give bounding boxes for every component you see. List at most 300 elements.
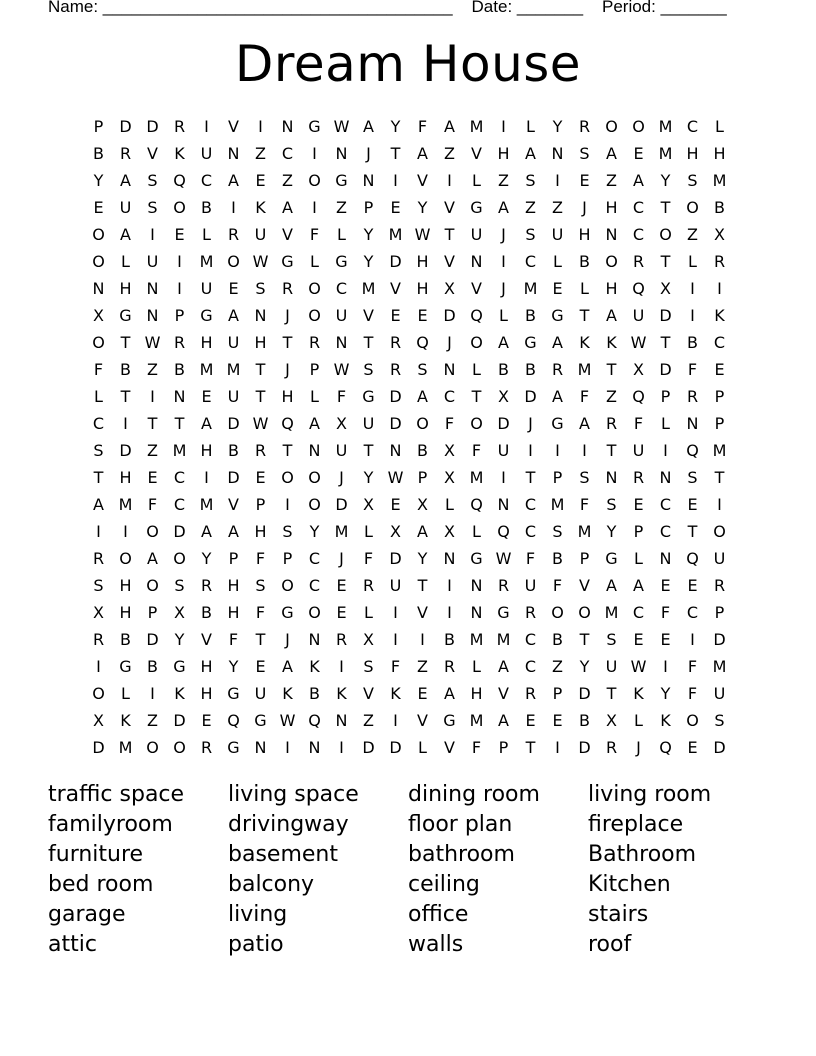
grid-letter: H <box>416 279 429 298</box>
grid-letter: D <box>92 738 105 757</box>
grid-letter: I <box>555 738 560 757</box>
grid-letter: R <box>119 144 132 163</box>
grid-letter: T <box>255 360 266 379</box>
grid-letter: A <box>201 414 212 433</box>
grid-letter: Y <box>417 198 428 217</box>
grid-letter: M <box>550 495 565 514</box>
grid-letter: H <box>686 144 699 163</box>
grid-letter: O <box>308 306 321 325</box>
grid-letter: H <box>227 603 240 622</box>
grid-letter: C <box>443 387 456 406</box>
word-bank-item: traffic space <box>48 782 185 807</box>
grid-letter: F <box>471 738 482 757</box>
grid-letter: E <box>174 225 185 244</box>
grid-letter: C <box>524 657 537 676</box>
grid-letter: O <box>605 252 618 271</box>
grid-letter: B <box>687 333 698 352</box>
grid-letter: R <box>389 333 402 352</box>
grid-letter: X <box>633 360 644 379</box>
grid-letter: V <box>498 684 509 703</box>
grid-letter: H <box>200 441 213 460</box>
grid-letter: E <box>660 576 671 595</box>
grid-row <box>85 437 733 464</box>
grid-letter: Z <box>147 441 158 460</box>
grid-letter: R <box>173 333 186 352</box>
grid-letter: N <box>362 171 375 190</box>
grid-letter: K <box>714 306 725 325</box>
grid-letter: Z <box>444 144 455 163</box>
grid-letter: N <box>308 441 321 460</box>
grid-letter: V <box>228 495 239 514</box>
grid-row <box>85 734 733 761</box>
grid-letter: A <box>120 225 131 244</box>
grid-letter: O <box>308 603 321 622</box>
grid-letter: C <box>200 171 213 190</box>
grid-letter: I <box>285 738 290 757</box>
grid-letter: L <box>472 657 481 676</box>
grid-letter: F <box>93 360 104 379</box>
grid-letter: T <box>255 630 266 649</box>
grid-letter: N <box>443 360 456 379</box>
grid-letter: V <box>147 144 158 163</box>
grid-letter: L <box>310 252 319 271</box>
grid-letter: F <box>255 549 266 568</box>
grid-letter: P <box>363 198 374 217</box>
grid-letter: I <box>204 468 209 487</box>
grid-letter: K <box>579 333 590 352</box>
grid-letter: I <box>420 630 425 649</box>
grid-letter: A <box>552 333 563 352</box>
grid-letter: P <box>552 468 563 487</box>
grid-row <box>85 599 733 626</box>
grid-letter: I <box>528 441 533 460</box>
word-bank-item: basement <box>228 842 338 867</box>
grid-letter: W <box>279 711 296 730</box>
grid-letter: T <box>525 468 536 487</box>
grid-letter: K <box>174 684 185 703</box>
grid-letter: Q <box>686 549 699 568</box>
grid-letter: A <box>120 171 131 190</box>
grid-letter: B <box>201 603 212 622</box>
grid-letter: A <box>606 306 617 325</box>
grid-letter: S <box>417 360 428 379</box>
grid-letter: G <box>281 252 294 271</box>
grid-letter: Y <box>660 171 671 190</box>
grid-letter: P <box>714 387 725 406</box>
grid-letter: O <box>470 333 483 352</box>
grid-letter: I <box>555 441 560 460</box>
word-bank-item: attic <box>48 932 97 957</box>
grid-letter: R <box>524 603 537 622</box>
grid-letter: X <box>336 414 347 433</box>
grid-letter: J <box>636 738 641 757</box>
grid-letter: R <box>605 738 618 757</box>
grid-letter: F <box>228 630 239 649</box>
grid-letter: E <box>147 468 158 487</box>
grid-letter: H <box>200 657 213 676</box>
grid-letter: D <box>713 630 726 649</box>
grid-letter: A <box>498 711 509 730</box>
grid-letter: H <box>227 576 240 595</box>
grid-letter: X <box>498 387 509 406</box>
word-bank-item: dining room <box>408 782 540 807</box>
grid-letter: Z <box>255 144 266 163</box>
grid-letter: O <box>227 252 240 271</box>
grid-letter: H <box>119 468 132 487</box>
grid-letter: X <box>363 630 374 649</box>
grid-letter: Y <box>363 225 374 244</box>
grid-row <box>85 653 733 680</box>
grid-letter: O <box>281 468 294 487</box>
grid-letter: U <box>362 414 375 433</box>
grid-letter: S <box>525 225 536 244</box>
grid-letter: I <box>393 603 398 622</box>
grid-letter: E <box>390 198 401 217</box>
grid-letter: E <box>228 279 239 298</box>
grid-row <box>85 410 733 437</box>
grid-letter: M <box>577 522 592 541</box>
grid-letter: A <box>309 414 320 433</box>
grid-letter: T <box>417 576 428 595</box>
grid-letter: G <box>497 603 510 622</box>
grid-letter: A <box>525 144 536 163</box>
grid-letter: H <box>200 684 213 703</box>
grid-letter: X <box>444 522 455 541</box>
grid-letter: T <box>444 225 455 244</box>
word-bank-item: living <box>228 902 288 927</box>
grid-letter: C <box>632 603 645 622</box>
grid-letter: R <box>524 684 537 703</box>
grid-letter: I <box>231 198 236 217</box>
grid-letter: B <box>498 360 509 379</box>
grid-letter: U <box>200 144 213 163</box>
grid-letter: U <box>713 549 726 568</box>
grid-letter: G <box>551 414 564 433</box>
grid-letter: N <box>254 306 267 325</box>
grid-letter: V <box>417 711 428 730</box>
grid-letter: C <box>686 117 699 136</box>
grid-letter: D <box>146 630 159 649</box>
grid-letter: P <box>309 360 320 379</box>
grid-letter: Y <box>390 117 401 136</box>
grid-letter: E <box>417 684 428 703</box>
grid-letter: I <box>204 117 209 136</box>
grid-letter: U <box>605 657 618 676</box>
grid-letter: W <box>333 360 350 379</box>
grid-letter: O <box>605 117 618 136</box>
grid-letter: E <box>687 495 698 514</box>
grid-row <box>85 329 733 356</box>
grid-letter: J <box>285 360 290 379</box>
grid-letter: A <box>363 117 374 136</box>
grid-letter: M <box>469 630 484 649</box>
grid-letter: M <box>469 468 484 487</box>
grid-letter: U <box>524 576 537 595</box>
grid-letter: G <box>173 657 186 676</box>
grid-letter: I <box>582 441 587 460</box>
grid-letter: R <box>362 576 375 595</box>
grid-letter: C <box>713 333 726 352</box>
word-bank <box>48 780 808 960</box>
grid-letter: Z <box>147 360 158 379</box>
grid-letter: C <box>632 198 645 217</box>
grid-letter: G <box>119 657 132 676</box>
grid-letter: A <box>633 576 644 595</box>
grid-letter: D <box>227 414 240 433</box>
grid-letter: X <box>606 711 617 730</box>
grid-row <box>85 464 733 491</box>
word-bank-item: office <box>408 902 469 927</box>
grid-letter: O <box>146 522 159 541</box>
grid-letter: Q <box>686 441 699 460</box>
grid-letter: K <box>174 144 185 163</box>
grid-letter: F <box>471 441 482 460</box>
period-field-label: Period: _______ <box>601 0 727 16</box>
grid-letter: M <box>334 522 349 541</box>
grid-letter: X <box>390 522 401 541</box>
grid-letter: A <box>93 495 104 514</box>
grid-letter: P <box>282 549 293 568</box>
grid-letter: A <box>606 144 617 163</box>
grid-letter: F <box>417 117 428 136</box>
grid-letter: D <box>227 468 240 487</box>
grid-letter: N <box>92 279 105 298</box>
word-bank-item: bathroom <box>408 842 515 867</box>
grid-letter: X <box>444 279 455 298</box>
grid-letter: M <box>496 630 511 649</box>
grid-row <box>85 383 733 410</box>
grid-letter: J <box>501 279 506 298</box>
grid-letter: G <box>227 684 240 703</box>
grid-letter: S <box>606 630 617 649</box>
word-bank-item: walls <box>408 932 464 957</box>
word-bank-item: living room <box>588 782 712 807</box>
grid-letter: I <box>312 198 317 217</box>
grid-letter: C <box>308 549 321 568</box>
grid-letter: T <box>606 684 617 703</box>
grid-row <box>85 221 733 248</box>
grid-letter: G <box>254 711 267 730</box>
grid-letter: M <box>577 360 592 379</box>
grid-letter: O <box>686 198 699 217</box>
grid-letter: N <box>470 576 483 595</box>
grid-letter: N <box>497 495 510 514</box>
grid-letter: M <box>523 279 538 298</box>
grid-letter: O <box>308 171 321 190</box>
grid-letter: M <box>199 495 214 514</box>
grid-letter: M <box>658 117 673 136</box>
grid-letter: Y <box>363 252 374 271</box>
grid-letter: U <box>632 441 645 460</box>
grid-letter: K <box>660 711 671 730</box>
grid-letter: E <box>255 171 266 190</box>
grid-letter: G <box>335 171 348 190</box>
grid-letter: I <box>123 414 128 433</box>
grid-letter: G <box>119 306 132 325</box>
grid-letter: V <box>471 144 482 163</box>
grid-letter: A <box>201 522 212 541</box>
grid-letter: L <box>337 225 346 244</box>
grid-letter: T <box>525 738 536 757</box>
grid-letter: L <box>580 279 589 298</box>
grid-letter: F <box>309 225 320 244</box>
grid-letter: O <box>308 468 321 487</box>
grid-letter: I <box>501 468 506 487</box>
grid-letter: R <box>605 414 618 433</box>
grid-letter: N <box>254 738 267 757</box>
grid-letter: O <box>92 333 105 352</box>
grid-letter: I <box>690 306 695 325</box>
grid-letter: Q <box>632 387 645 406</box>
grid-letter: V <box>363 684 374 703</box>
grid-letter: A <box>147 549 158 568</box>
grid-letter: L <box>364 522 373 541</box>
grid-letter: K <box>336 684 347 703</box>
grid-letter: C <box>173 495 186 514</box>
grid-letter: A <box>282 657 293 676</box>
grid-letter: O <box>551 603 564 622</box>
grid-letter: I <box>555 171 560 190</box>
grid-letter: F <box>147 495 158 514</box>
grid-letter: G <box>524 333 537 352</box>
grid-letter: U <box>551 225 564 244</box>
grid-letter: I <box>447 576 452 595</box>
grid-letter: E <box>633 495 644 514</box>
grid-letter: F <box>660 603 671 622</box>
grid-letter: R <box>335 630 348 649</box>
grid-letter: T <box>606 360 617 379</box>
grid-letter: T <box>660 198 671 217</box>
grid-letter: I <box>690 279 695 298</box>
grid-letter: V <box>390 279 401 298</box>
grid-letter: U <box>227 333 240 352</box>
grid-letter: K <box>633 684 644 703</box>
grid-letter: R <box>200 738 213 757</box>
grid-letter: P <box>147 603 158 622</box>
word-bank-item: Kitchen <box>588 872 671 897</box>
grid-letter: U <box>335 441 348 460</box>
grid-letter: I <box>177 279 182 298</box>
grid-letter: C <box>524 522 537 541</box>
grid-letter: T <box>579 306 590 325</box>
grid-letter: Y <box>606 522 617 541</box>
grid-letter: H <box>578 225 591 244</box>
grid-letter: Z <box>552 198 563 217</box>
grid-letter: H <box>119 603 132 622</box>
grid-letter: E <box>255 657 266 676</box>
grid-letter: S <box>714 711 725 730</box>
grid-letter: H <box>281 387 294 406</box>
grid-row <box>85 707 733 734</box>
grid-letter: Z <box>282 171 293 190</box>
grid-letter: T <box>390 144 401 163</box>
grid-letter: M <box>118 495 133 514</box>
grid-letter: B <box>174 360 185 379</box>
grid-letter: S <box>552 522 563 541</box>
grid-letter: I <box>339 738 344 757</box>
grid-letter: K <box>309 657 320 676</box>
grid-letter: E <box>687 738 698 757</box>
grid-letter: L <box>526 117 535 136</box>
grid-row <box>85 167 733 194</box>
grid-letter: N <box>605 225 618 244</box>
grid-letter: D <box>524 387 537 406</box>
grid-letter: P <box>633 522 644 541</box>
grid-letter: Z <box>687 225 698 244</box>
grid-letter: D <box>389 252 402 271</box>
grid-letter: D <box>713 738 726 757</box>
grid-letter: L <box>472 171 481 190</box>
date-field-label: Date: _______ <box>471 0 584 16</box>
grid-letter: A <box>228 171 239 190</box>
grid-letter: B <box>525 306 536 325</box>
grid-letter: O <box>686 711 699 730</box>
grid-letter: A <box>552 387 563 406</box>
grid-letter: Y <box>174 630 185 649</box>
grid-letter: B <box>120 630 131 649</box>
grid-letter: H <box>605 198 618 217</box>
grid-letter: H <box>200 333 213 352</box>
grid-letter: N <box>308 738 321 757</box>
grid-letter: F <box>525 549 536 568</box>
grid-letter: U <box>227 387 240 406</box>
grid-letter: L <box>715 117 724 136</box>
grid-letter: R <box>713 252 726 271</box>
grid-letter: Y <box>363 468 374 487</box>
grid-letter: F <box>687 360 698 379</box>
grid-letter: T <box>579 630 590 649</box>
grid-letter: I <box>150 387 155 406</box>
grid-row <box>85 140 733 167</box>
grid-row <box>85 113 733 140</box>
grid-letter: M <box>469 711 484 730</box>
grid-letter: Y <box>660 684 671 703</box>
grid-letter: D <box>389 387 402 406</box>
name-field-label: Name: _____________________________________ <box>48 0 453 16</box>
grid-letter: L <box>364 603 373 622</box>
grid-letter: J <box>582 198 587 217</box>
grid-letter: V <box>444 198 455 217</box>
grid-letter: E <box>417 306 428 325</box>
grid-letter: B <box>417 441 428 460</box>
grid-row <box>85 545 733 572</box>
grid-letter: Y <box>579 657 590 676</box>
grid-letter: O <box>308 495 321 514</box>
grid-letter: P <box>714 414 725 433</box>
grid-letter: H <box>497 144 510 163</box>
grid-letter: Y <box>417 549 428 568</box>
grid-letter: E <box>255 468 266 487</box>
grid-letter: X <box>93 711 104 730</box>
grid-letter: I <box>177 252 182 271</box>
grid-letter: P <box>255 495 266 514</box>
grid-letter: T <box>714 468 725 487</box>
grid-letter: C <box>281 144 294 163</box>
word-bank-item: furniture <box>48 842 144 867</box>
grid-row <box>85 356 733 383</box>
word-bank-item: fireplace <box>588 812 684 837</box>
grid-letter: F <box>336 387 347 406</box>
grid-letter: P <box>93 117 104 136</box>
grid-letter: I <box>285 495 290 514</box>
grid-letter: K <box>255 198 266 217</box>
grid-letter: I <box>501 117 506 136</box>
grid-letter: O <box>416 414 429 433</box>
grid-letter: S <box>363 657 374 676</box>
grid-letter: G <box>605 549 618 568</box>
grid-letter: I <box>663 657 668 676</box>
grid-letter: Y <box>93 171 104 190</box>
